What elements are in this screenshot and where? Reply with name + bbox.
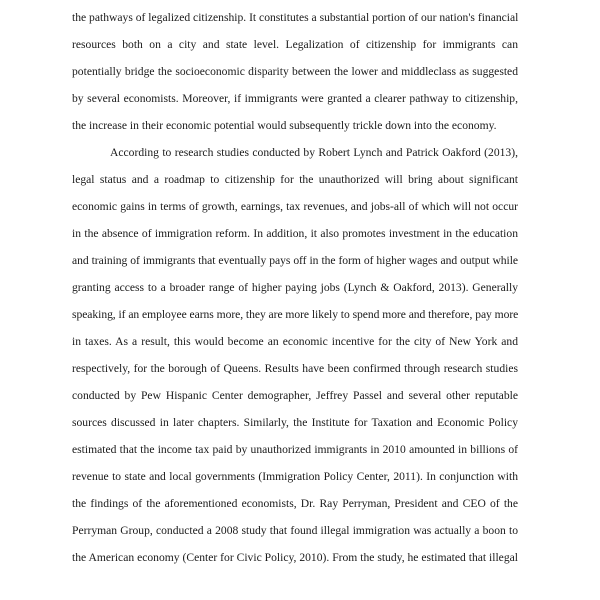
text-line: revenue to state and local governments (Immigration Policy Center, 2011). In conjunction with [72, 470, 518, 483]
text-line: granting access to a broader range of higher paying jobs (Lynch & Oakford, 2013). Generally [72, 281, 518, 294]
text-line: in taxes. As a result, this would become an economic incentive for the city of New York and [72, 335, 518, 348]
text-line: the increase in their economic potential would subsequently trickle down into the economy. [72, 119, 497, 132]
text-line: sources discussed in later chapters. Similarly, the Institute for Taxation and Economic Policy [72, 416, 518, 429]
text-line: in the absence of immigration reform. In addition, it also promotes investment in the education [72, 227, 518, 240]
text-line: the findings of the aforementioned economists, Dr. Ray Perryman, President and CEO of the [72, 497, 518, 510]
text-line: respectively, for the borough of Queens. Results have been confirmed through research studies [72, 362, 518, 375]
text-line: the pathways of legalized citizenship. It constitutes a substantial portion of our nation's financial [72, 11, 519, 24]
text-line: legal status and a roadmap to citizenship for the unauthorized will bring about significant [72, 173, 518, 186]
text-line: potentially bridge the socioeconomic disparity between the lower and middleclass as suggested [72, 65, 518, 78]
text-line: speaking, if an employee earns more, they are more likely to spend more and therefore, pay more [72, 308, 519, 321]
text-line: conducted by Pew Hispanic Center demographer, Jeffrey Passel and several other reputable [72, 389, 518, 402]
text-line: economic gains in terms of growth, earnings, tax revenues, and jobs-all of which will not occur [72, 200, 518, 213]
text-line: by several economists. Moreover, if immigrants were granted a clearer pathway to citizenship, [72, 92, 518, 105]
text-line: Perryman Group, conducted a 2008 study that found illegal immigration was actually a boon to [72, 524, 518, 537]
text-line: and training of immigrants that eventually pays off in the form of higher wages and output while [72, 254, 518, 267]
text-line: estimated that the income tax paid by unauthorized immigrants in 2010 amounted in billions of [72, 443, 518, 456]
text-line: the American economy (Center for Civic Policy, 2010). From the study, he estimated that illegal [72, 551, 518, 564]
paragraph-first-line: According to research studies conducted by Robert Lynch and Patrick Oakford (2013), [110, 146, 518, 159]
text-line: resources both on a city and state level. Legalization of citizenship for immigrants can [72, 38, 518, 51]
